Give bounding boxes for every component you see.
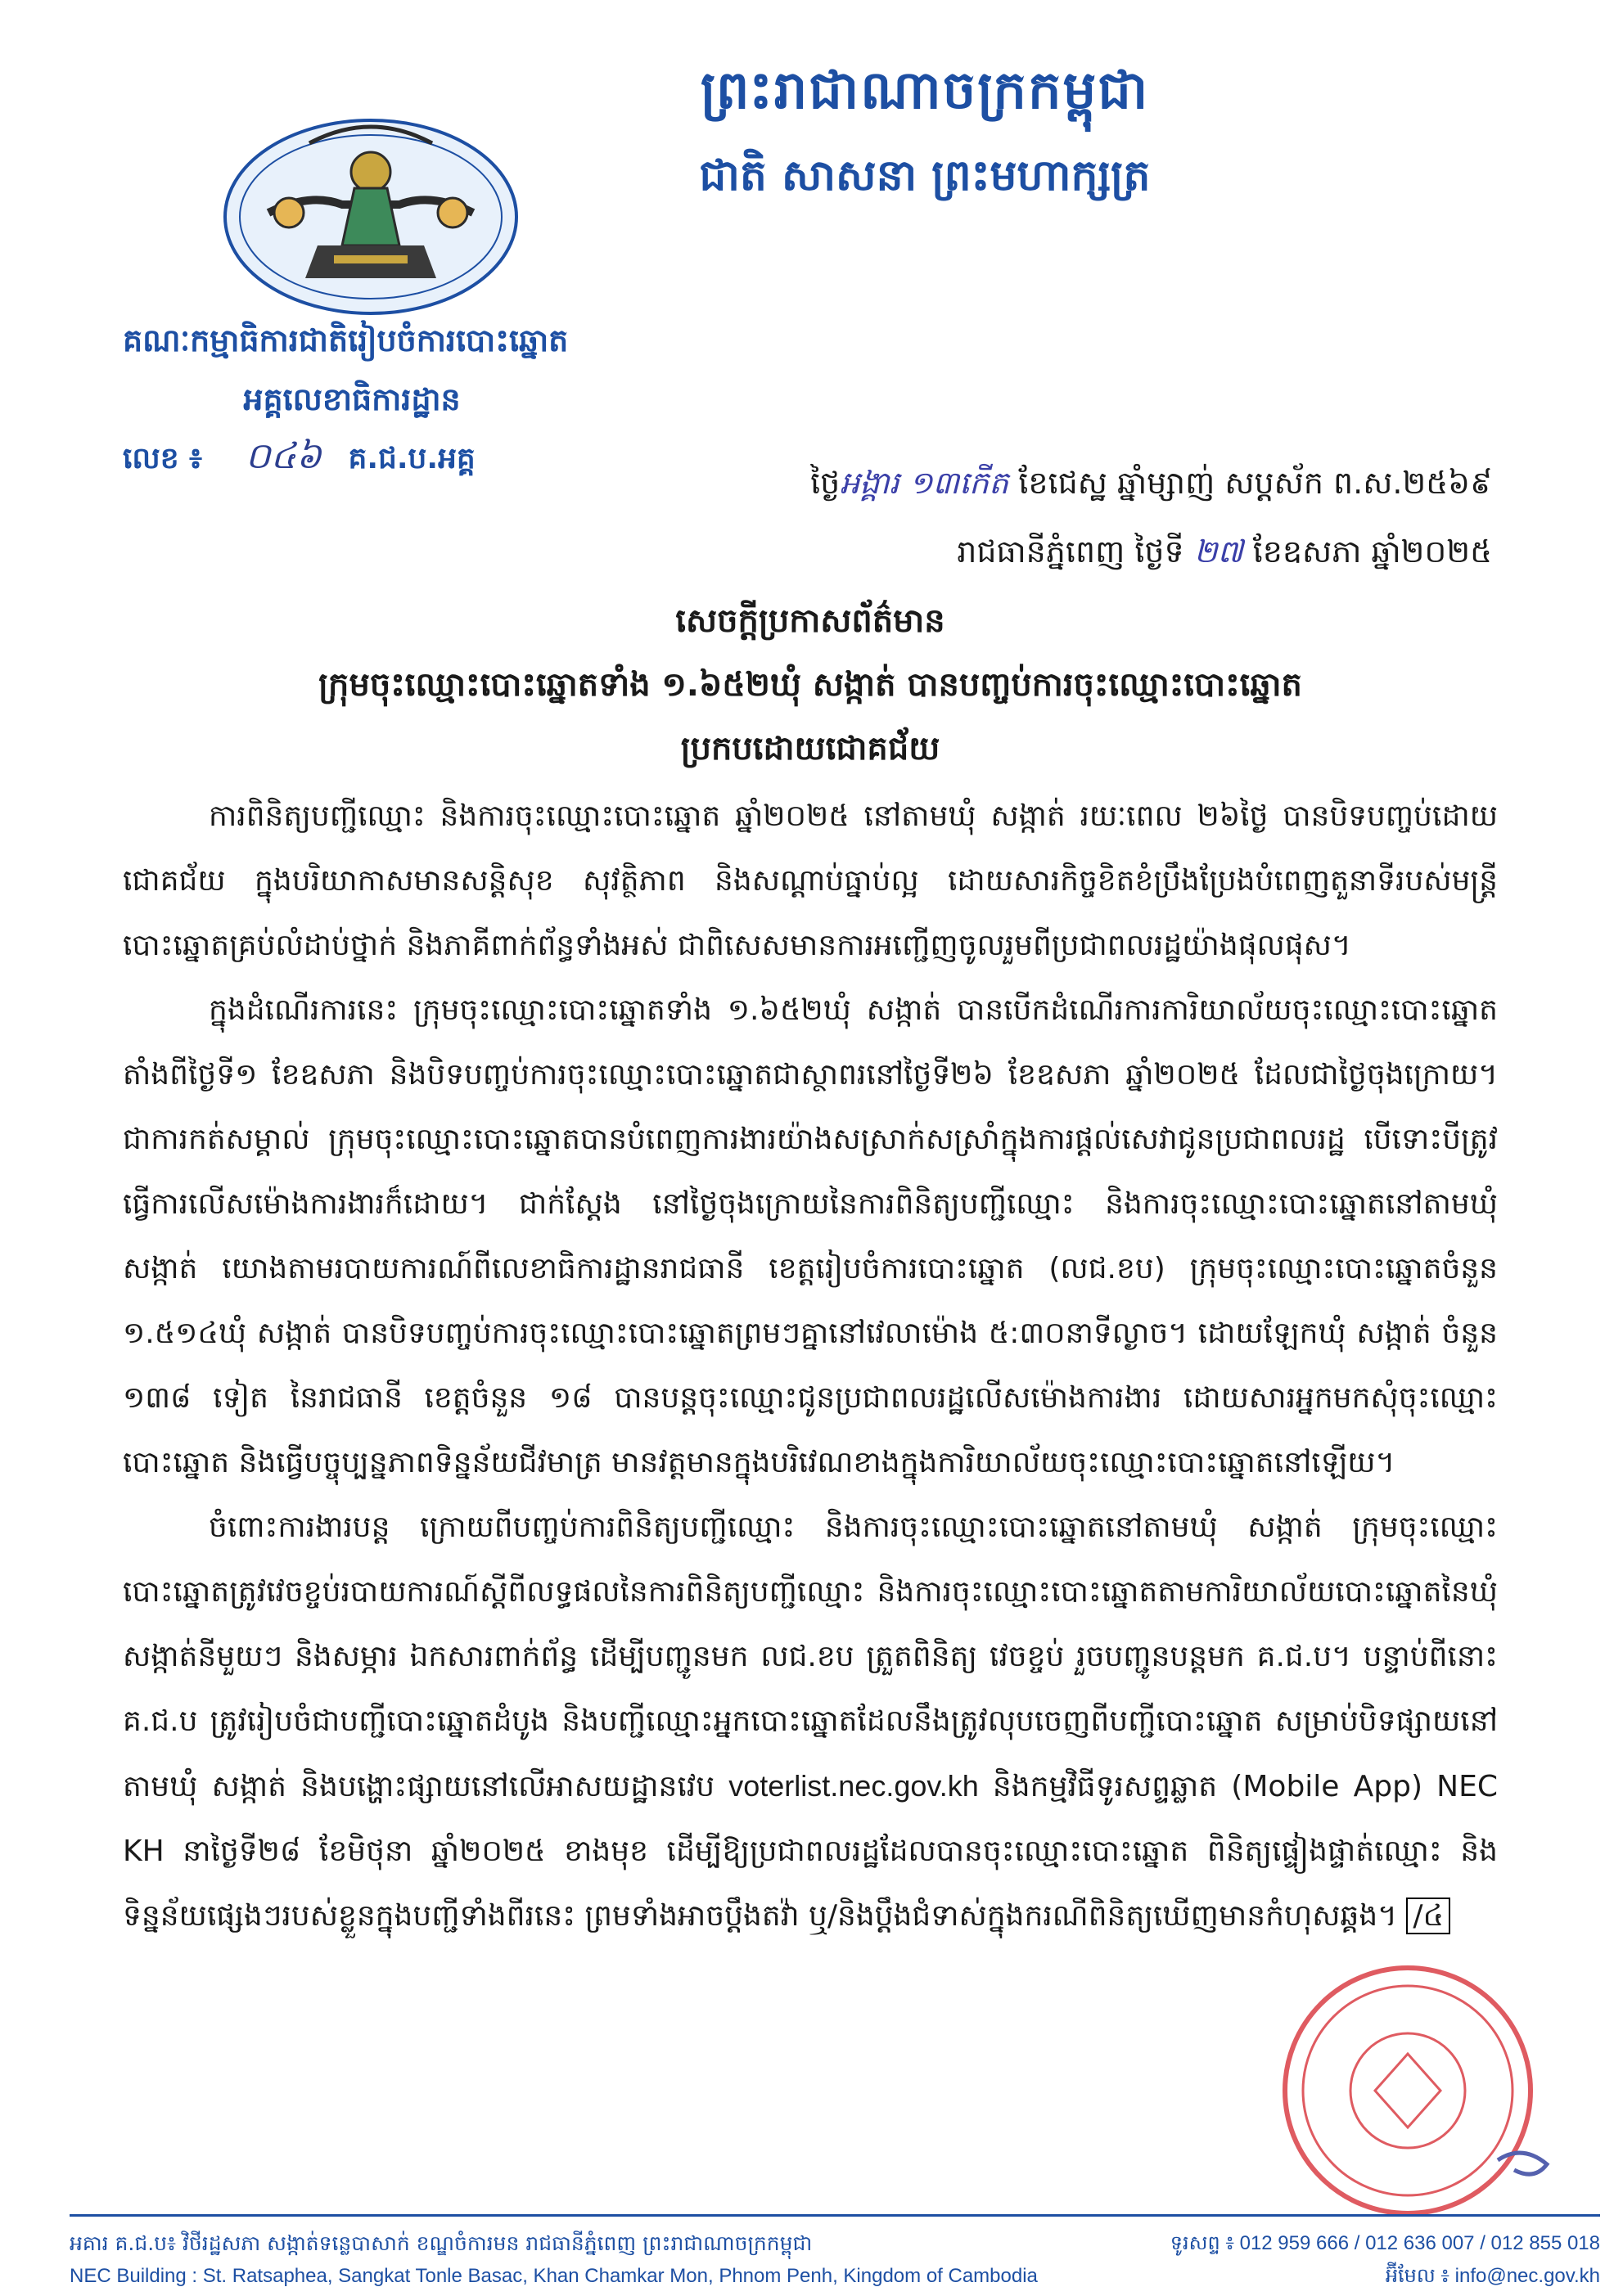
paragraph-3-text-b: និងកម្មវិធីទូរសព្ទឆ្លាត (Mobile App) NEC KH នាថ្ងៃទី២៨ ខែមិថុនា ឆ្នាំ២០២៥ ខាងមុខ ដើម្បីឱ្យប្រជាពលរដ្ឋដែលបានចុះឈ្មោះបោះឆ្នោត ពិនិត្យផ្ទៀងផ្ទាត់ឈ្មោះ និងទិន្នន័យផ្សេងៗរបស់ខ្លួនក្នុងបញ្ជីទាំងពីរនេះ ព្រមទាំងអាចប្តឹងតវ៉ា ឬ/និងប្តឹងជំទាស់ក្នុងករណីពិនិត្យឃើញមានកំហុសឆ្គង។ [123, 1770, 1498, 1933]
kingdom-title: ព្រះរាជាណាចក្រកម្ពុជា [700, 61, 1150, 121]
reference-number-value: ០៤៦ [245, 435, 322, 477]
paragraph-3-text-a: ចំពោះការងារបន្ត ក្រោយពីបញ្ចប់ការពិនិត្យបញ្ជីឈ្មោះ និងការចុះឈ្មោះបោះឆ្នោតនៅតាមឃុំ សង្កាត់ ក្រុមចុះឈ្មោះបោះឆ្នោតត្រូវវេចខ្ចប់របាយការណ៍ស្តីពីលទ្ធផលនៃការពិនិត្យបញ្ជីឈ្មោះ និងការចុះឈ្មោះបោះឆ្នោតតាមការិយាល័យបោះឆ្នោតនៃឃុំ សង្កាត់នីមួយៗ និងសម្ភារ ឯកសារពាក់ព័ន្ធ ដើម្បីបញ្ជូនមក លជ.ខប ត្រួតពិនិត្យ វេចខ្ចប់ រួចបញ្ជូនបន្តមក គ.ជ.ប។ បន្ទាប់ពីនោះ គ.ជ.ប ត្រូវរៀបចំជាបញ្ជីបោះឆ្នោតដំបូង និងបញ្ជីឈ្មោះអ្នកបោះឆ្នោតដែលនឹងត្រូវលុបចេញពីបញ្ជីបោះឆ្នោត សម្រាប់បិទផ្សាយនៅតាមឃុំ សង្កាត់ និងបង្ហោះផ្សាយនៅលើអាសយដ្ឋានវេប [123, 1510, 1498, 1803]
nec-emblem-logo [219, 115, 522, 319]
department-name: អគ្គលេខាធិការដ្ឋាន [243, 381, 461, 417]
footer-email [1386, 2260, 1600, 2293]
organization-block [123, 321, 581, 425]
reference-suffix: គ.ជ.ប.អគ្គ [348, 442, 476, 475]
lunar-date-rest: ខែជេស្ឋ ឆ្នាំម្សាញ់ សប្តស័ក ព.ស.២៥៦៩ [1008, 465, 1492, 501]
document-body [123, 784, 1498, 1948]
footer-row-2 [70, 2260, 1600, 2293]
page-marker: /៤ [1406, 1898, 1450, 1934]
body-paragraph-2: ក្នុងដំណើរការនេះ ក្រុមចុះឈ្មោះបោះឆ្នោតទាំង ១.៦៥២ឃុំ សង្កាត់ បានបើកដំណើរការការិយាល័យចុះឈ្មោះបោះឆ្នោតតាំងពីថ្ងៃទី១ ខែឧសភា និងបិទបញ្ចប់ការចុះឈ្មោះបោះឆ្នោតជាស្ថាពរនៅថ្ងៃទី២៦ ខែឧសភា ឆ្នាំ២០២៥ ដែលជាថ្ងៃចុងក្រោយ។ ជាការកត់សម្គាល់ ក្រុមចុះឈ្មោះបោះឆ្នោតបានបំពេញការងារយ៉ាងសស្រាក់សស្រាំក្នុងការផ្តល់សេវាជូនប្រជាពលរដ្ឋ បើទោះបីត្រូវធ្វើការលើសម៉ោងការងារក៏ដោយ។ ជាក់ស្តែង នៅថ្ងៃចុងក្រោយនៃការពិនិត្យបញ្ជីឈ្មោះ និងការចុះឈ្មោះបោះឆ្នោតនៅតាមឃុំ សង្កាត់ យោងតាមរបាយការណ៍ពីលេខាធិការដ្ឋានរាជធានី ខេត្តរៀបចំការបោះឆ្នោត (លជ.ខប) ក្រុមចុះឈ្មោះបោះឆ្នោតចំនួន ១.៥១៤ឃុំ សង្កាត់ បានបិទបញ្ចប់ការចុះឈ្មោះបោះឆ្នោតព្រមៗគ្នានៅវេលាម៉ោង ៥:៣០នាទីល្ងាច។ ដោយឡែកឃុំ សង្កាត់ ចំនួន ១៣៨ ទៀត នៃរាជធានី ខេត្តចំនួន ១៨ បានបន្តចុះឈ្មោះជូនប្រជាពលរដ្ឋលើសម៉ោងការងារ ដោយសារអ្នកមកសុំចុះឈ្មោះបោះឆ្នោត និងធ្វើបច្ចុប្បន្នភាពទិន្នន័យជីវមាត្រ មានវត្តមានក្នុងបរិវេណខាងក្នុងការិយាល័យចុះឈ្មោះបោះឆ្នោតនៅឡើយ។ [123, 993, 1498, 1479]
title-line-2: ក្រុមចុះឈ្មោះបោះឆ្នោតទាំង ១.៦៥២ឃុំ សង្កាត់ បានបញ្ចប់ការចុះឈ្មោះបោះឆ្នោត [318, 666, 1302, 704]
official-seal-stamp [1252, 1956, 1580, 2226]
organization-name: គណៈកម្មាធិការជាតិរៀបចំការបោះឆ្នោត [123, 322, 569, 358]
kingdom-heading [638, 57, 1211, 211]
voterlist-url: voterlist.nec.gov.kh [728, 1769, 979, 1803]
body-paragraph-3 [123, 1495, 1498, 1948]
solar-date-rest: ខែឧសភា ឆ្នាំ២០២៥ [1242, 533, 1492, 569]
email-label: អ៊ីមែល ៖ [1385, 2265, 1449, 2287]
title-line-3: ប្រកបដោយជោគជ័យ [680, 730, 940, 768]
body-paragraph-1: ការពិនិត្យបញ្ជីឈ្មោះ និងការចុះឈ្មោះបោះឆ្នោត ឆ្នាំ២០២៥ នៅតាមឃុំ សង្កាត់ រយៈពេល ២៦ថ្ងៃ បានបិទបញ្ចប់ដោយជោគជ័យ ក្នុងបរិយាកាសមានសន្តិសុខ សុវត្ថិភាព និងសណ្តាប់ធ្នាប់ល្អ ដោយសារកិច្ចខិតខំប្រឹងប្រែងបំពេញតួនាទីរបស់មន្ត្រីបោះឆ្នោតគ្រប់លំដាប់ថ្នាក់ និងភាគីពាក់ព័ន្ធទាំងអស់ ជាពិសេសមានការអញ្ជើញចូលរួមពីប្រជាពលរដ្ឋយ៉ាងផុលផុស។ [123, 799, 1498, 962]
phone-numbers: 012 959 666 / 012 636 007 / 012 855 018 [1239, 2232, 1600, 2254]
reference-number [123, 434, 614, 486]
page-footer [70, 2227, 1600, 2293]
lunar-date-prefix: ថ្ងៃ [810, 465, 841, 501]
solar-date [810, 517, 1492, 586]
footer-address-english: NEC Building : St. Ratsaphea, Sangkat Tonle Basac, Khan Chamkar Mon, Phnom Penh, Kingdom of Cambodia [70, 2265, 1038, 2287]
lunar-date [810, 448, 1492, 517]
lunar-date-day: អង្គារ ១៣កើត [840, 465, 1009, 501]
reference-label: លេខ ៖ [123, 442, 202, 475]
email-address[interactable]: info@nec.gov.kh [1454, 2265, 1600, 2287]
footer-address-khmer: អគារ គ.ជ.ប៖ វិថីរដ្ឋសភា សង្កាត់ទន្លេបាសាក់ ខណ្ឌចំការមន រាជធានីភ្នំពេញ ព្រះរាជាណាចក្រកម្ពុជា [70, 2231, 813, 2255]
footer-phone [1170, 2227, 1600, 2260]
document-title [147, 589, 1473, 781]
national-motto: ជាតិ សាសនា ព្រះមហាក្សត្រ [699, 151, 1151, 200]
solar-date-prefix: រាជធានីភ្នំពេញ ថ្ងៃទី [957, 533, 1194, 569]
solar-date-day: ២៧ [1193, 533, 1243, 569]
footer-divider [70, 2214, 1600, 2217]
phone-label: ទូរសព្ទ ៖ [1170, 2232, 1234, 2254]
title-line-1: សេចក្តីប្រកាសព័ត៌មាន [675, 602, 945, 640]
footer-row-1 [70, 2227, 1600, 2260]
date-block [810, 448, 1492, 586]
